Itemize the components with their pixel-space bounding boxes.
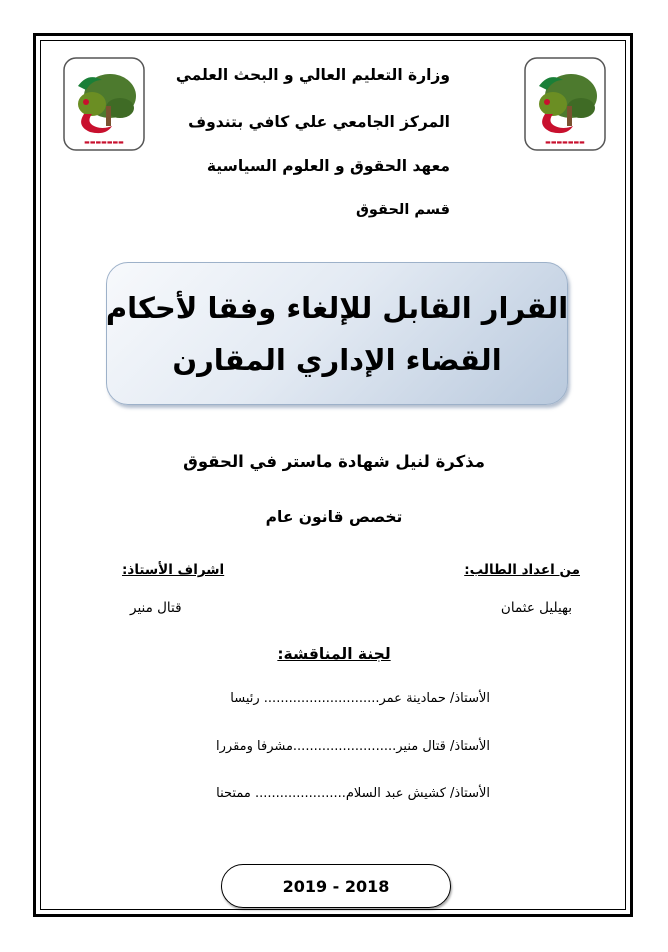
department-name: قسم الحقوق xyxy=(355,202,450,218)
thesis-title-line-1: القرار القابل للإلغاء وفقا لأحكام xyxy=(105,290,569,325)
university-logo-left xyxy=(62,56,146,152)
student-name: بهيليل عثمان xyxy=(500,600,572,616)
university-logo-right xyxy=(523,56,607,152)
thesis-title-box xyxy=(106,262,568,405)
university-center-name: المركز الجامعي علي كافي بتندوف xyxy=(188,113,450,131)
student-label: من اعداد الطالب: xyxy=(464,562,580,578)
thesis-purpose: مذكرة لنيل شهادة ماستر في الحقوق xyxy=(183,452,485,471)
academic-year: 2019 - 2018 xyxy=(282,876,390,896)
supervisor-name: قتال منير xyxy=(130,600,182,616)
thesis-title-line-2: القضاء الإداري المقارن xyxy=(172,342,502,377)
ministry-name: وزارة التعليم العالي و البحث العلمي xyxy=(175,66,450,84)
supervisor-label: اشراف الأستاذ: xyxy=(122,562,225,578)
academic-year-box xyxy=(221,864,451,908)
committee-member-3: الأستاذ/ كشيش عبد السلام...................... ممتحنا xyxy=(216,786,490,801)
svg-text:▬▬▬▬▬▬▬: ▬▬▬▬▬▬▬ xyxy=(84,139,124,146)
svg-text:▬▬▬▬▬▬▬: ▬▬▬▬▬▬▬ xyxy=(545,139,585,146)
committee-label: لجنة المناقشة: xyxy=(277,645,391,663)
committee-member-2: الأستاذ/ قتال منير.........................مشرفا ومقررا xyxy=(216,739,490,754)
specialty: تخصص قانون عام xyxy=(265,508,403,526)
institute-name: معهد الحقوق و العلوم السياسية xyxy=(206,157,450,175)
committee-member-1: الأستاذ/ حمادينة عمر............................ رئيسا xyxy=(230,691,490,706)
